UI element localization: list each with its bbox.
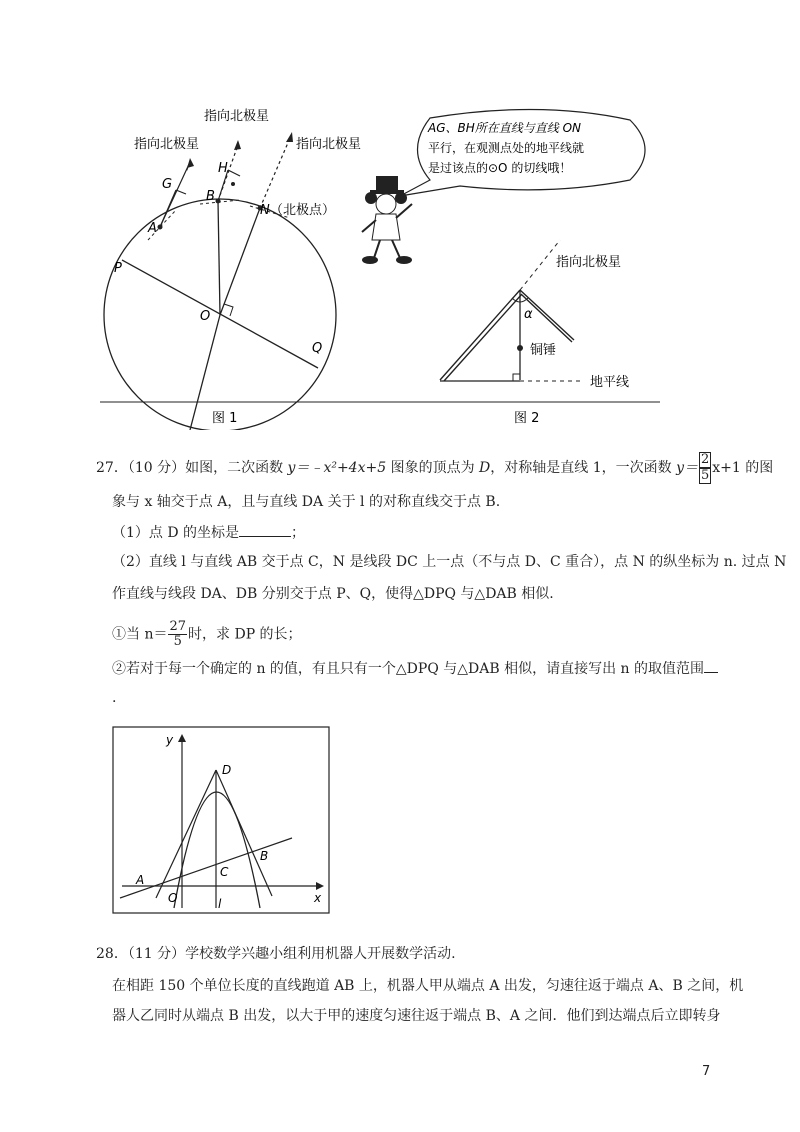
- q27-fraction: [699, 452, 711, 484]
- q27-tail1: x+1 的图: [712, 460, 774, 476]
- page-number: 7: [702, 1064, 711, 1079]
- arrow-g: [187, 158, 194, 168]
- arrow-n: [286, 132, 293, 142]
- fig2-horizon-label: 地平线: [590, 375, 630, 390]
- q28-line-1: 28．（11 分）学校数学兴趣小组利用机器人开展数学活动.: [96, 946, 456, 962]
- q27-part-1: [112, 522, 305, 543]
- q28-line-3: 器人乙同时从端点 B 出发，以大于甲的速度匀速往返于端点 B、A 之间．他们到达端点后立即转身: [112, 1008, 721, 1024]
- label-h: H: [218, 161, 228, 176]
- bubble-line-1: AG、BH所在直线与直线 ON: [428, 121, 582, 135]
- q27-line-1: [96, 452, 773, 484]
- line-on-ext: [260, 138, 290, 208]
- graph-label-b: B: [260, 849, 269, 863]
- q27-graph: [112, 726, 332, 916]
- fig2-dashed-line: [520, 240, 560, 290]
- q27-eq2: y＝: [676, 460, 698, 476]
- point-a: [158, 225, 163, 230]
- q27-frac-den: 5: [701, 468, 710, 483]
- label-q: Q: [312, 341, 323, 356]
- label-g: G: [162, 177, 173, 192]
- graph-label-a: A: [136, 873, 145, 887]
- fig2-left-arm-inner: [444, 294, 522, 381]
- radius-on: [220, 208, 260, 315]
- q27-sub1-fraction: [168, 620, 187, 649]
- q27-sub2-text: ②若对于每一个确定的 n 的值，有且只有一个△DPQ 与△DAB 相似，请直接写出 n 的取值范围: [112, 661, 705, 677]
- q28-line-2: 在相距 150 个单位长度的直线跑道 AB 上，机器人甲从端点 A 出发，匀速往返于端点 A、B 之间，机: [112, 978, 744, 994]
- fig2-alpha: α: [524, 307, 533, 322]
- q27-sub-2: [112, 658, 718, 679]
- polaris-left: 指向北极星: [134, 137, 200, 152]
- q27-sub2-blank[interactable]: [704, 658, 718, 673]
- caption-fig1: 图 1: [212, 411, 238, 426]
- fig2-polaris: 指向北极星: [556, 255, 622, 270]
- label-o: O: [200, 309, 211, 324]
- q27-mid1: 图象的顶点为: [386, 460, 480, 476]
- fig2-weight-dot: [517, 345, 523, 351]
- q27-frac-num: 2: [701, 452, 710, 467]
- fig2-right-angle: [513, 374, 520, 381]
- graph-label-x: x: [314, 891, 322, 905]
- q27-line-2: 象与 x 轴交于点 A，且与直线 DA 关于 l 的对称直线交于点 B.: [112, 494, 501, 510]
- label-n: N: [260, 203, 270, 218]
- q27-mid2: ，对称轴是直线 1，一次函数: [490, 460, 677, 476]
- q27-sub-2-dot: .: [112, 690, 117, 706]
- question-27: [96, 452, 787, 712]
- q27-sub1-den: 5: [173, 634, 182, 649]
- q27-answer-blank[interactable]: [239, 522, 291, 537]
- caption-fig2: 图 2: [514, 411, 540, 426]
- fig2-weight: 铜锤: [530, 343, 557, 358]
- figure-top: [100, 100, 660, 430]
- graph-label-d: D: [222, 763, 232, 777]
- bubble-line-2: 平行，在观测点处的地平线就: [428, 141, 585, 155]
- q27-point-d: D: [479, 460, 491, 476]
- q27-head: 27．（10 分）如图，二次函数: [96, 460, 288, 476]
- mascot-icon: [362, 176, 412, 264]
- q27-part1-text: （1）点 D 的坐标是: [112, 525, 240, 541]
- question-28: [96, 944, 744, 1044]
- q27-sub1-tail: 时，求 DP 的长；: [188, 626, 302, 643]
- q27-part-2-line-1: （2）直线 l 与直线 AB 交于点 C，N 是线段 DC 上一点（不与点 D、C 重合），点 N 的纵坐标为 n. 过点 N: [112, 554, 787, 570]
- q27-eq1: y＝﹣x²+4x+5: [287, 460, 387, 476]
- q27-sub1-head: ①当 n＝: [112, 626, 168, 643]
- label-b: B: [206, 189, 215, 204]
- graph-label-y: y: [166, 733, 174, 747]
- graph-frame: [113, 727, 329, 913]
- graph-label-c: C: [220, 865, 229, 879]
- line-h-frame2: [228, 170, 240, 176]
- label-p: P: [114, 261, 122, 276]
- graph-label-l: l: [218, 897, 222, 911]
- label-a: A: [148, 221, 157, 236]
- label-n-note: （北极点）: [270, 203, 336, 218]
- q27-part1-end: ；: [291, 525, 306, 541]
- point-b: [216, 199, 221, 204]
- right-angle-mark: [224, 304, 233, 316]
- q27-sub-1: [112, 620, 302, 649]
- line-g-frame2: [176, 190, 186, 194]
- q27-sub1-num: 27: [169, 619, 187, 634]
- q27-part-2-line-2: 作直线与线段 DA、DB 分别交于点 P、Q，使得△DPQ 与△DAB 相似.: [112, 586, 554, 602]
- polaris-right: 指向北极星: [296, 137, 362, 152]
- bubble-line-3: 是过该点的⊙O 的切线哦！: [428, 161, 572, 175]
- fig2-left-arm: [440, 290, 520, 380]
- radius-ob: [218, 201, 220, 315]
- dot-h: [231, 182, 235, 186]
- graph-label-o: O: [168, 891, 178, 905]
- arrow-h: [234, 140, 241, 150]
- polaris-mid: 指向北极星: [204, 109, 270, 124]
